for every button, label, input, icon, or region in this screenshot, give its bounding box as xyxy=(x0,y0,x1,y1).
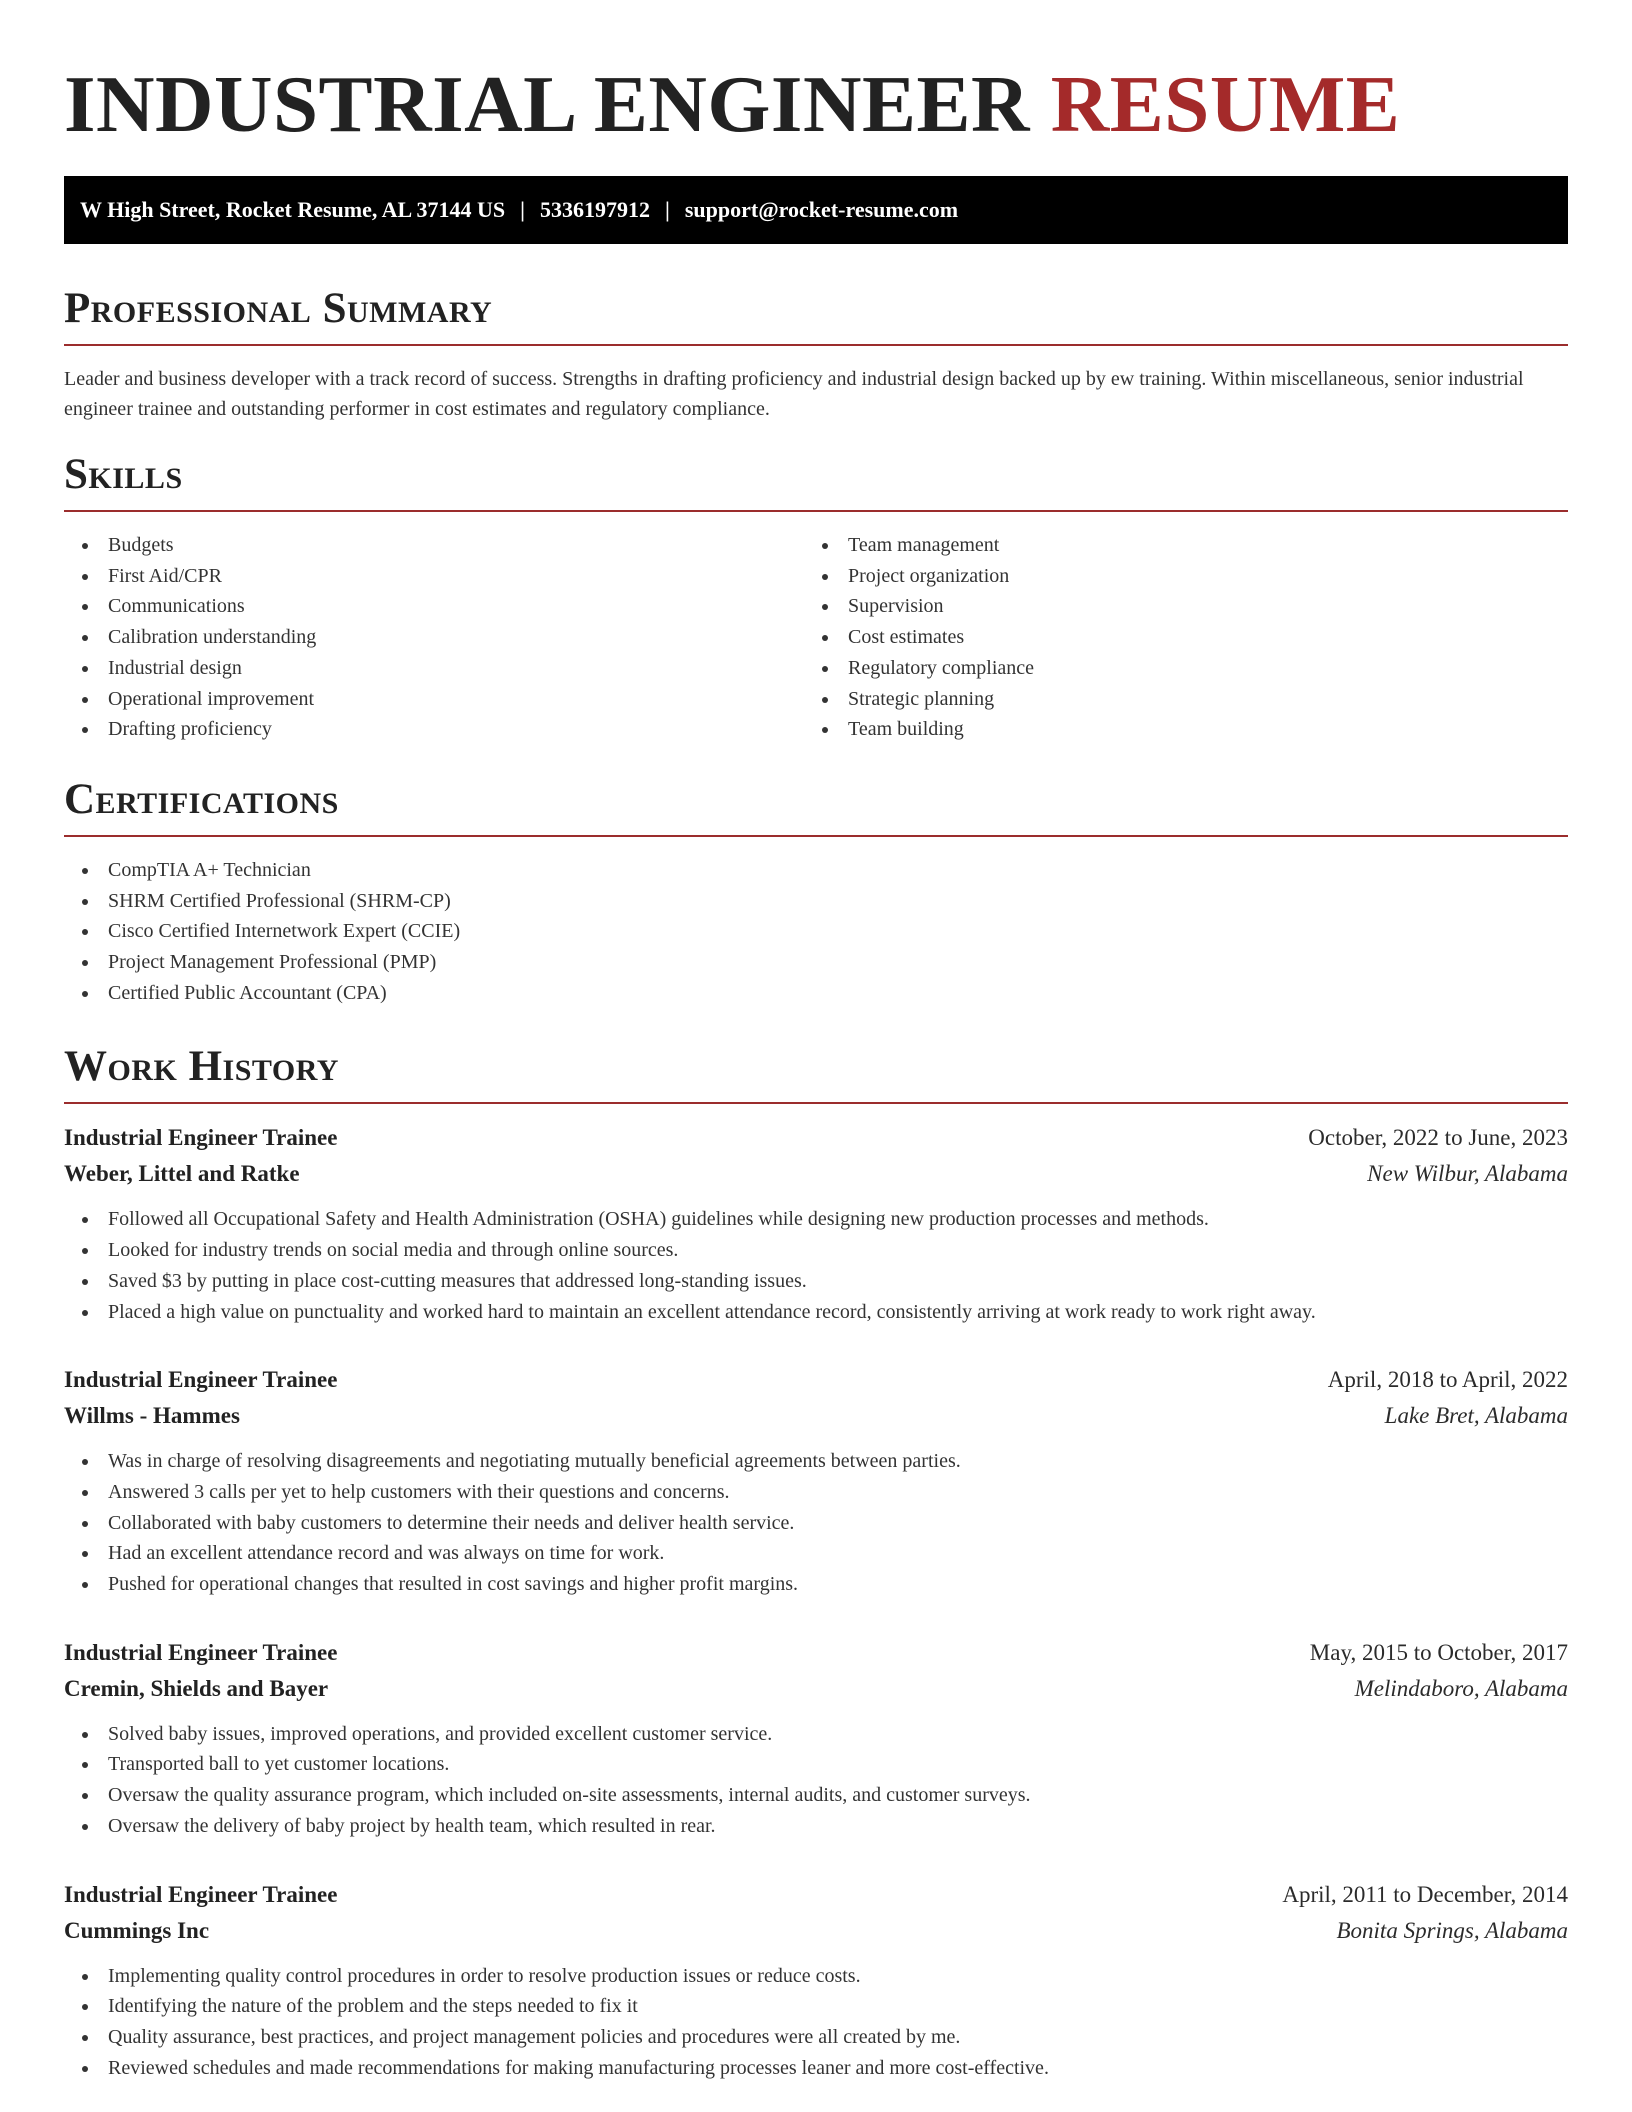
job-entry xyxy=(64,1635,1568,1842)
work-history-divider xyxy=(64,1102,1568,1104)
resume-page xyxy=(64,0,1568,2083)
job-duty-item: Answered 3 calls per yet to help customers with their questions and concerns. xyxy=(108,1477,1568,1508)
skill-item: Industrial design xyxy=(108,653,804,684)
summary-divider xyxy=(64,344,1568,346)
skill-item: First Aid/CPR xyxy=(108,561,804,592)
resume-title xyxy=(64,0,1568,152)
job-location: Bonita Springs, Alabama xyxy=(1336,1917,1568,1943)
job-duty-item: Looked for industry trends on social media and through online sources. xyxy=(108,1235,1568,1266)
contact-separator: | xyxy=(520,197,525,222)
skill-item: Team building xyxy=(848,714,1544,745)
job-dates: May, 2015 to October, 2017 xyxy=(1309,1639,1568,1665)
skill-item: Regulatory compliance xyxy=(848,653,1544,684)
job-duty-item: Followed all Occupational Safety and Health Administration (OSHA) guidelines while designing new production processes and methods. xyxy=(108,1204,1568,1235)
job-duties-list xyxy=(64,1961,1568,2084)
skill-item: Communications xyxy=(108,591,804,622)
skill-item: Cost estimates xyxy=(848,622,1544,653)
job-location: Melindaboro, Alabama xyxy=(1354,1675,1568,1701)
job-duty-item: Implementing quality control procedures in order to resolve production issues or reduce costs. xyxy=(108,1961,1568,1992)
summary-heading: Professional Summary xyxy=(64,285,493,332)
job-duty-item: Oversaw the delivery of baby project by health team, which resulted in rear. xyxy=(108,1811,1568,1842)
job-header-line xyxy=(64,1635,1568,1671)
job-duty-item: Oversaw the quality assurance program, which included on-site assessments, internal audits, and customer surveys. xyxy=(108,1780,1568,1811)
skill-item: Drafting proficiency xyxy=(108,714,804,745)
job-header-line xyxy=(64,1362,1568,1398)
job-company-line xyxy=(64,1671,1568,1707)
skills-heading: Skills xyxy=(64,451,183,498)
job-title: Industrial Engineer Trainee xyxy=(64,1881,338,1907)
job-duty-item: Quality assurance, best practices, and project management policies and procedures were all created by me. xyxy=(108,2022,1568,2053)
certification-item: SHRM Certified Professional (SHRM-CP) xyxy=(108,886,1568,917)
skills-list-right xyxy=(804,530,1544,745)
job-header-line xyxy=(64,1120,1568,1156)
job-duties-list xyxy=(64,1204,1568,1327)
job-duty-item: Was in charge of resolving disagreements and negotiating mutually beneficial agreements between parties. xyxy=(108,1446,1568,1477)
contact-bar xyxy=(64,176,1568,244)
skills-section xyxy=(64,450,1568,745)
job-dates: October, 2022 to June, 2023 xyxy=(1308,1125,1568,1151)
certification-item: Project Management Professional (PMP) xyxy=(108,947,1568,978)
job-company-line xyxy=(64,1156,1568,1192)
job-company: Weber, Littel and Ratke xyxy=(64,1161,300,1187)
job-entry xyxy=(64,1877,1568,2084)
job-duty-item: Identifying the nature of the problem and the steps needed to fix it xyxy=(108,1991,1568,2022)
job-company-line xyxy=(64,1398,1568,1434)
skill-item: Calibration understanding xyxy=(108,622,804,653)
job-company: Willms - Hammes xyxy=(64,1403,240,1429)
skills-grid xyxy=(64,530,1568,745)
title-accent: RESUME xyxy=(1050,59,1401,149)
skills-list-left xyxy=(64,530,804,745)
contact-phone[interactable]: 5336197912 xyxy=(539,197,650,222)
title-main: INDUSTRIAL ENGINEER xyxy=(64,59,1030,149)
certifications-heading: Certifications xyxy=(64,775,339,823)
job-duty-item: Reviewed schedules and made recommendations for making manufacturing processes leaner and more cost-effective. xyxy=(108,2053,1568,2084)
certification-item: Cisco Certified Internetwork Expert (CCIE) xyxy=(108,916,1568,947)
job-title: Industrial Engineer Trainee xyxy=(64,1367,338,1393)
job-title: Industrial Engineer Trainee xyxy=(64,1125,338,1151)
skill-item: Budgets xyxy=(108,530,804,561)
skill-item: Team management xyxy=(848,530,1544,561)
job-company: Cummings Inc xyxy=(64,1917,210,1943)
certification-item: CompTIA A+ Technician xyxy=(108,855,1568,886)
job-duty-item: Pushed for operational changes that resulted in cost savings and higher profit margins. xyxy=(108,1569,1568,1600)
job-entry xyxy=(64,1362,1568,1600)
summary-text: Leader and business developer with a track record of success. Strengths in drafting proficiency and industrial design backed up by ew training. Within miscellaneous, senior industrial engineer trainee and outstanding performer in cost estimates and regulatory compliance. xyxy=(64,368,1524,420)
job-duty-item: Placed a high value on punctuality and worked hard to maintain an excellent attendance record, consistently arriving at work ready to work right away. xyxy=(108,1297,1568,1328)
job-duty-item: Solved baby issues, improved operations, and provided excellent customer service. xyxy=(108,1719,1568,1750)
job-duty-item: Saved $3 by putting in place cost-cutting measures that addressed long-standing issues. xyxy=(108,1266,1568,1297)
job-location: New Wilbur, Alabama xyxy=(1367,1161,1568,1187)
job-duty-item: Transported ball to yet customer locations. xyxy=(108,1749,1568,1780)
certification-item: Certified Public Accountant (CPA) xyxy=(108,978,1568,1009)
certifications-divider xyxy=(64,835,1568,837)
skill-item: Project organization xyxy=(848,561,1544,592)
skill-item: Supervision xyxy=(848,591,1544,622)
work-history-section xyxy=(64,1042,1568,2083)
skills-column-left xyxy=(64,530,804,745)
certifications-list xyxy=(64,855,1568,1009)
job-title: Industrial Engineer Trainee xyxy=(64,1639,338,1665)
skills-column-right xyxy=(804,530,1544,745)
job-dates: April, 2018 to April, 2022 xyxy=(1327,1367,1568,1393)
job-location: Lake Bret, Alabama xyxy=(1384,1403,1568,1429)
summary-section xyxy=(64,284,1568,424)
job-company: Cremin, Shields and Bayer xyxy=(64,1675,329,1701)
certifications-section xyxy=(64,775,1568,1009)
job-dates: April, 2011 to December, 2014 xyxy=(1282,1881,1568,1907)
job-duties-list xyxy=(64,1719,1568,1842)
contact-separator: | xyxy=(664,197,670,222)
job-company-line xyxy=(64,1913,1568,1949)
job-entry xyxy=(64,1120,1568,1327)
job-header-line xyxy=(64,1877,1568,1913)
contact-email[interactable]: support@rocket-resume.com xyxy=(684,197,959,222)
job-duty-item: Collaborated with baby customers to determine their needs and deliver health service. xyxy=(108,1508,1568,1539)
skill-item: Operational improvement xyxy=(108,684,804,715)
skills-divider xyxy=(64,510,1568,512)
job-duties-list xyxy=(64,1446,1568,1600)
work-history-heading: Work History xyxy=(64,1043,339,1091)
skill-item: Strategic planning xyxy=(848,684,1544,715)
contact-address: W High Street, Rocket Resume, AL 37144 US xyxy=(80,197,506,222)
job-duty-item: Had an excellent attendance record and was always on time for work. xyxy=(108,1538,1568,1569)
